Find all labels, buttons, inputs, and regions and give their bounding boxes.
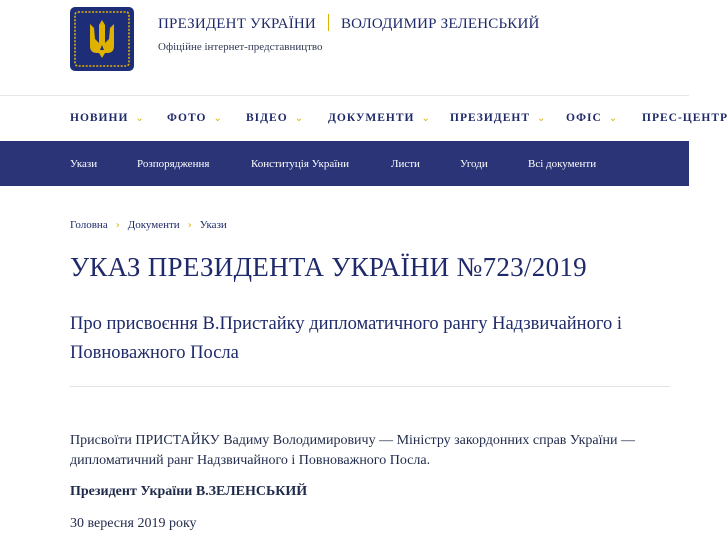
nav-item-photo[interactable]: ФОТО ⌄ [167, 112, 223, 124]
site-header [0, 0, 689, 95]
subnav-item-agreements[interactable]: Угоди [460, 158, 488, 170]
main-nav [0, 95, 728, 141]
subnav-item-orders[interactable]: Розпорядження [137, 158, 210, 170]
breadcrumb [70, 219, 227, 231]
subnav-item-all-documents[interactable]: Всі документи [528, 158, 597, 170]
subnav-item-letters[interactable]: Листи [391, 158, 420, 170]
trident-emblem [72, 9, 132, 69]
trident-icon[interactable] [70, 7, 134, 71]
site-subtitle: Офіційне інтернет-представництво [158, 41, 323, 53]
chevron-down-icon: ⌄ [537, 113, 547, 124]
chevron-right-icon: › [115, 220, 120, 231]
nav-item-office[interactable]: ОФІС ⌄ [566, 112, 619, 124]
nav-item-documents[interactable]: ДОКУМЕНТИ ⌄ [328, 112, 431, 124]
nav-item-video[interactable]: ВІДЕО ⌄ [246, 112, 305, 124]
chevron-down-icon: ⌄ [213, 113, 223, 124]
page-subtitle: Про присвоєння В.Пристайку дипломатичного рангу Надзвичайного і Повноважного Посла [70, 314, 622, 363]
chevron-down-icon: ⌄ [608, 113, 619, 124]
chevron-down-icon: ⌄ [135, 113, 145, 124]
breadcrumb-home[interactable]: Головна [70, 219, 108, 231]
site-title-president: ПРЕЗИДЕНТ УКРАЇНИ [158, 16, 316, 32]
breadcrumb-decrees[interactable]: Укази [199, 219, 227, 231]
chevron-down-icon: ⌄ [294, 113, 305, 124]
subnav-item-decrees[interactable]: Укази [70, 158, 98, 170]
divider [70, 386, 670, 387]
decree-signature: Президент України В.ЗЕЛЕНСЬКИЙ [70, 484, 308, 499]
title-separator [328, 14, 329, 31]
site-title[interactable] [158, 14, 540, 33]
documents-subnav [0, 141, 689, 186]
page-title: УКАЗ ПРЕЗИДЕНТА УКРАЇНИ №723/2019 [70, 252, 587, 282]
subnav-item-constitution[interactable]: Конституція України [251, 158, 350, 170]
site-title-name: ВОЛОДИМИР ЗЕЛЕНСЬКИЙ [340, 16, 540, 32]
nav-item-president[interactable]: ПРЕЗИДЕНТ ⌄ [450, 112, 547, 124]
breadcrumb-documents[interactable]: Документи [127, 219, 180, 231]
nav-item-news[interactable]: НОВИНИ ⌄ [70, 112, 145, 124]
decree-date: 30 вересня 2019 року [70, 516, 197, 531]
decree-text: Присвоїти ПРИСТАЙКУ Вадиму Володимировичу — Міністру закордонних справ України — дипломатичний ранг Надзвичайного і Повноважного Посла. [70, 433, 635, 468]
chevron-right-icon: › [187, 220, 192, 231]
chevron-down-icon: ⌄ [421, 113, 431, 124]
nav-item-press-center[interactable]: ПРЕС-ЦЕНТР [642, 112, 728, 124]
